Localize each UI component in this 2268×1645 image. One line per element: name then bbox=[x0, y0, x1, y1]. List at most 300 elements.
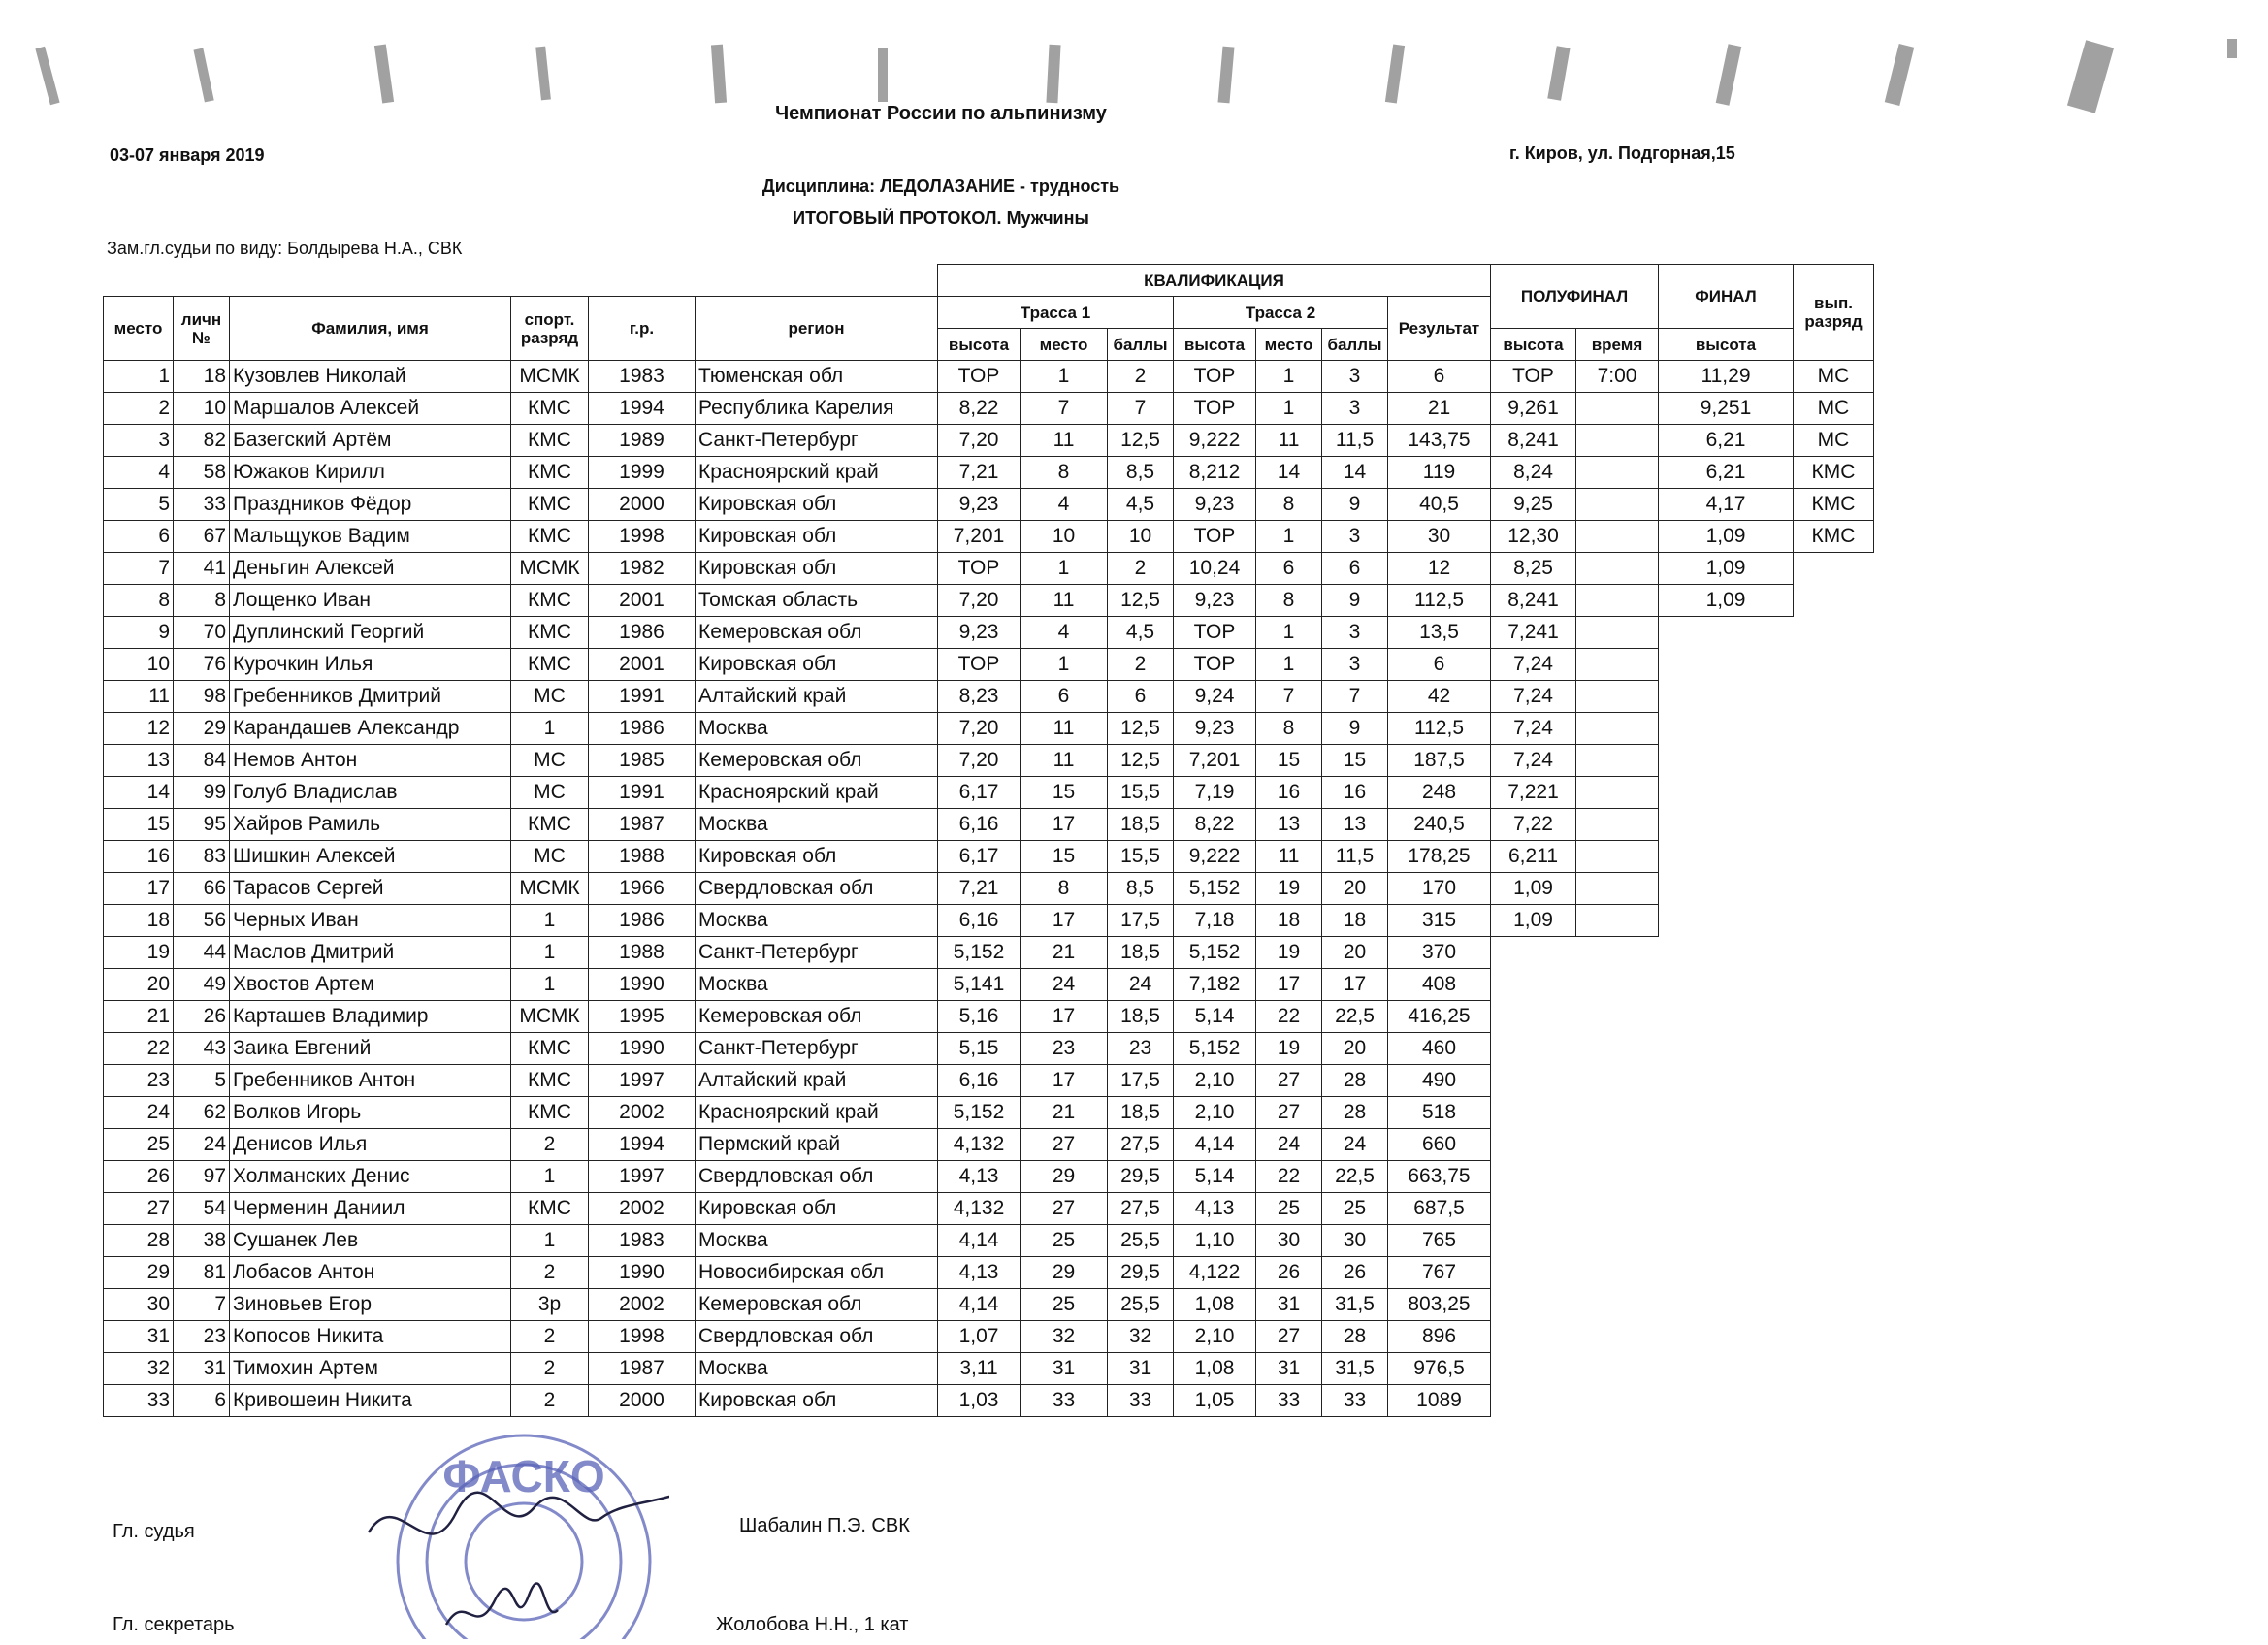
r2-height-cell: 2,10 bbox=[1174, 1321, 1256, 1353]
r1-points-cell: 29,5 bbox=[1108, 1257, 1174, 1289]
final-height-cell bbox=[1659, 873, 1794, 905]
r1-height-cell: 9,23 bbox=[938, 617, 1021, 649]
sf-height-cell: 1,09 bbox=[1491, 905, 1576, 937]
r2-points-cell: 9 bbox=[1322, 585, 1388, 617]
r1-place-cell: 25 bbox=[1021, 1225, 1108, 1257]
table-row bbox=[104, 1225, 1874, 1257]
bib-cell: 54 bbox=[174, 1193, 230, 1225]
r2-height-cell: 9,23 bbox=[1174, 489, 1256, 521]
name-cell: Черменин Даниил bbox=[230, 1193, 511, 1225]
year-header: г.р. bbox=[589, 297, 696, 361]
r1-place-cell: 29 bbox=[1021, 1161, 1108, 1193]
region-cell: Пермский край bbox=[696, 1129, 938, 1161]
rank-cell: КМС bbox=[511, 809, 589, 841]
table-row bbox=[104, 841, 1874, 873]
organization-stamp bbox=[359, 1426, 669, 1639]
bib-cell: 29 bbox=[174, 713, 230, 745]
r1-points-cell: 29,5 bbox=[1108, 1161, 1174, 1193]
place-cell: 18 bbox=[104, 905, 174, 937]
r2-place-cell: 19 bbox=[1256, 873, 1322, 905]
r1-points-cell: 18,5 bbox=[1108, 809, 1174, 841]
name-cell: Заика Евгений bbox=[230, 1033, 511, 1065]
rank-cell: 1 bbox=[511, 969, 589, 1001]
sf-height-cell: TOP bbox=[1491, 361, 1576, 393]
awarded-rank-cell bbox=[1794, 553, 1874, 585]
r1-place-cell: 1 bbox=[1021, 649, 1108, 681]
place-cell: 5 bbox=[104, 489, 174, 521]
r2-place-cell: 8 bbox=[1256, 489, 1322, 521]
chief-judge-label: Гл. судья bbox=[113, 1521, 195, 1542]
semifinal-header: ПОЛУФИНАЛ bbox=[1491, 265, 1659, 329]
sf-height-cell: 9,25 bbox=[1491, 489, 1576, 521]
awarded-rank-cell bbox=[1794, 1161, 1874, 1193]
r1-height-cell: 6,17 bbox=[938, 841, 1021, 873]
rank-cell: МСМК bbox=[511, 1001, 589, 1033]
awarded-rank-cell: КМС bbox=[1794, 457, 1874, 489]
awarded-rank-cell bbox=[1794, 969, 1874, 1001]
region-cell: Санкт-Петербург bbox=[696, 425, 938, 457]
r1-points-cell: 17,5 bbox=[1108, 1065, 1174, 1097]
sf-time-cell bbox=[1576, 873, 1659, 905]
r1-height-cell: 4,14 bbox=[938, 1289, 1021, 1321]
name-cell: Лощенко Иван bbox=[230, 585, 511, 617]
r1-height-cell: 6,17 bbox=[938, 777, 1021, 809]
region-cell: Республика Карелия bbox=[696, 393, 938, 425]
sf-height-cell: 8,25 bbox=[1491, 553, 1576, 585]
r1-place-cell: 11 bbox=[1021, 713, 1108, 745]
r1-height-cell: 7,20 bbox=[938, 713, 1021, 745]
region-cell: Тюменская обл bbox=[696, 361, 938, 393]
awarded-rank-cell bbox=[1794, 1385, 1874, 1417]
sf-time-cell bbox=[1576, 1225, 1659, 1257]
place-cell: 13 bbox=[104, 745, 174, 777]
table-row bbox=[104, 937, 1874, 969]
bib-cell: 83 bbox=[174, 841, 230, 873]
r1-place-cell: 15 bbox=[1021, 841, 1108, 873]
region-header: регион bbox=[696, 297, 938, 361]
table-row bbox=[104, 553, 1874, 585]
rank-cell: 1 bbox=[511, 713, 589, 745]
name-cell: Тимохин Артем bbox=[230, 1353, 511, 1385]
name-cell: Дуплинский Георгий bbox=[230, 617, 511, 649]
place-cell: 30 bbox=[104, 1289, 174, 1321]
r2-height-cell: TOP bbox=[1174, 361, 1256, 393]
table-row bbox=[104, 1001, 1874, 1033]
sf-time-cell bbox=[1576, 713, 1659, 745]
sf-time-header: время bbox=[1576, 329, 1659, 361]
chief-judge-name: Шабалин П.Э. СВК bbox=[739, 1515, 910, 1536]
awarded-rank-cell: КМС bbox=[1794, 489, 1874, 521]
place-cell: 16 bbox=[104, 841, 174, 873]
r1-points-cell: 27,5 bbox=[1108, 1193, 1174, 1225]
bib-cell: 81 bbox=[174, 1257, 230, 1289]
sf-time-cell bbox=[1576, 681, 1659, 713]
sf-time-cell bbox=[1576, 1065, 1659, 1097]
year-cell: 1985 bbox=[589, 745, 696, 777]
r2-height-header: высота bbox=[1174, 329, 1256, 361]
region-cell: Москва bbox=[696, 713, 938, 745]
r2-height-cell: 9,24 bbox=[1174, 681, 1256, 713]
awarded-rank-cell bbox=[1794, 873, 1874, 905]
name-cell: Деньгин Алексей bbox=[230, 553, 511, 585]
final-height-cell: 1,09 bbox=[1659, 521, 1794, 553]
place-header: место bbox=[104, 297, 174, 361]
sf-time-cell bbox=[1576, 457, 1659, 489]
awarded-rank-cell bbox=[1794, 1321, 1874, 1353]
r2-place-cell: 1 bbox=[1256, 393, 1322, 425]
final-height-cell bbox=[1659, 841, 1794, 873]
name-cell: Немов Антон bbox=[230, 745, 511, 777]
rank-cell: МСМК bbox=[511, 361, 589, 393]
name-cell: Холманских Денис bbox=[230, 1161, 511, 1193]
rank-cell: МСМК bbox=[511, 873, 589, 905]
year-cell: 1988 bbox=[589, 937, 696, 969]
r2-points-cell: 14 bbox=[1322, 457, 1388, 489]
rank-cell: КМС bbox=[511, 457, 589, 489]
r2-height-cell: 5,14 bbox=[1174, 1161, 1256, 1193]
place-cell: 33 bbox=[104, 1385, 174, 1417]
r2-height-cell: 8,212 bbox=[1174, 457, 1256, 489]
rank-header: спорт. разряд bbox=[511, 297, 589, 361]
year-cell: 1989 bbox=[589, 425, 696, 457]
name-cell: Хвостов Артем bbox=[230, 969, 511, 1001]
r2-height-cell: 4,122 bbox=[1174, 1257, 1256, 1289]
r1-place-cell: 21 bbox=[1021, 937, 1108, 969]
name-cell: Кузовлев Николай bbox=[230, 361, 511, 393]
year-cell: 1986 bbox=[589, 617, 696, 649]
r1-height-cell: 6,16 bbox=[938, 809, 1021, 841]
r2-height-cell: 8,22 bbox=[1174, 809, 1256, 841]
r2-place-cell: 26 bbox=[1256, 1257, 1322, 1289]
r2-place-cell: 16 bbox=[1256, 777, 1322, 809]
r1-height-cell: TOP bbox=[938, 361, 1021, 393]
r2-points-cell: 3 bbox=[1322, 361, 1388, 393]
r1-place-cell: 17 bbox=[1021, 905, 1108, 937]
final-height-cell bbox=[1659, 1097, 1794, 1129]
awarded-rank-cell bbox=[1794, 681, 1874, 713]
r1-height-cell: 5,15 bbox=[938, 1033, 1021, 1065]
r2-points-cell: 6 bbox=[1322, 553, 1388, 585]
table-row bbox=[104, 1129, 1874, 1161]
awarded-rank-cell bbox=[1794, 1353, 1874, 1385]
r2-height-cell: TOP bbox=[1174, 393, 1256, 425]
place-cell: 29 bbox=[104, 1257, 174, 1289]
result-cell: 408 bbox=[1388, 969, 1491, 1001]
sf-height-cell: 8,241 bbox=[1491, 585, 1576, 617]
place-cell: 25 bbox=[104, 1129, 174, 1161]
r1-place-cell: 29 bbox=[1021, 1257, 1108, 1289]
region-cell: Москва bbox=[696, 1353, 938, 1385]
r2-place-cell: 22 bbox=[1256, 1161, 1322, 1193]
r1-points-cell: 12,5 bbox=[1108, 425, 1174, 457]
place-cell: 14 bbox=[104, 777, 174, 809]
r1-points-cell: 18,5 bbox=[1108, 937, 1174, 969]
rank-cell: КМС bbox=[511, 649, 589, 681]
region-cell: Санкт-Петербург bbox=[696, 937, 938, 969]
final-height-cell bbox=[1659, 905, 1794, 937]
table-row bbox=[104, 1161, 1874, 1193]
r2-place-cell: 15 bbox=[1256, 745, 1322, 777]
r1-place-cell: 15 bbox=[1021, 777, 1108, 809]
year-cell: 1991 bbox=[589, 777, 696, 809]
rank-cell: КМС bbox=[511, 521, 589, 553]
r1-points-cell: 10 bbox=[1108, 521, 1174, 553]
sf-height-cell bbox=[1491, 1193, 1576, 1225]
final-height-cell bbox=[1659, 809, 1794, 841]
name-cell: Черных Иван bbox=[230, 905, 511, 937]
r2-place-cell: 19 bbox=[1256, 1033, 1322, 1065]
r2-points-cell: 26 bbox=[1322, 1257, 1388, 1289]
result-cell: 896 bbox=[1388, 1321, 1491, 1353]
region-cell: Кировская обл bbox=[696, 489, 938, 521]
rank-cell: МСМК bbox=[511, 553, 589, 585]
r2-points-cell: 20 bbox=[1322, 937, 1388, 969]
r2-height-cell: 5,152 bbox=[1174, 937, 1256, 969]
sf-time-cell bbox=[1576, 553, 1659, 585]
event-location: г. Киров, ул. Подгорная,15 bbox=[1509, 144, 1735, 163]
sf-time-cell: 7:00 bbox=[1576, 361, 1659, 393]
r2-height-cell: 4,14 bbox=[1174, 1129, 1256, 1161]
r1-points-cell: 17,5 bbox=[1108, 905, 1174, 937]
bib-cell: 56 bbox=[174, 905, 230, 937]
r2-height-cell: 5,152 bbox=[1174, 873, 1256, 905]
bib-cell: 76 bbox=[174, 649, 230, 681]
final-height-cell bbox=[1659, 745, 1794, 777]
region-cell: Кировская обл bbox=[696, 1385, 938, 1417]
r2-height-cell: 10,24 bbox=[1174, 553, 1256, 585]
year-cell: 2000 bbox=[589, 1385, 696, 1417]
r2-place-cell: 1 bbox=[1256, 521, 1322, 553]
rank-cell: 1 bbox=[511, 905, 589, 937]
r2-height-cell: 5,152 bbox=[1174, 1033, 1256, 1065]
r1-points-cell: 4,5 bbox=[1108, 489, 1174, 521]
r2-place-cell: 24 bbox=[1256, 1129, 1322, 1161]
r2-points-cell: 20 bbox=[1322, 1033, 1388, 1065]
result-cell: 490 bbox=[1388, 1065, 1491, 1097]
r2-place-cell: 17 bbox=[1256, 969, 1322, 1001]
year-cell: 1986 bbox=[589, 713, 696, 745]
results-table bbox=[103, 264, 1874, 1417]
place-cell: 24 bbox=[104, 1097, 174, 1129]
r1-height-cell: TOP bbox=[938, 553, 1021, 585]
final-height-cell bbox=[1659, 1065, 1794, 1097]
r2-points-cell: 15 bbox=[1322, 745, 1388, 777]
sf-height-cell bbox=[1491, 1321, 1576, 1353]
name-cell: Голуб Владислав bbox=[230, 777, 511, 809]
sf-time-cell bbox=[1576, 809, 1659, 841]
final-height-cell bbox=[1659, 1225, 1794, 1257]
r1-points-cell: 15,5 bbox=[1108, 777, 1174, 809]
r1-place-cell: 10 bbox=[1021, 521, 1108, 553]
result-cell: 6 bbox=[1388, 361, 1491, 393]
name-cell: Гребенников Антон bbox=[230, 1065, 511, 1097]
bib-cell: 62 bbox=[174, 1097, 230, 1129]
sf-time-cell bbox=[1576, 937, 1659, 969]
r1-points-cell: 24 bbox=[1108, 969, 1174, 1001]
place-cell: 20 bbox=[104, 969, 174, 1001]
r1-height-cell: 4,14 bbox=[938, 1225, 1021, 1257]
place-cell: 11 bbox=[104, 681, 174, 713]
r2-height-cell: 7,201 bbox=[1174, 745, 1256, 777]
r1-place-header: место bbox=[1021, 329, 1108, 361]
route2-header: Трасса 2 bbox=[1174, 297, 1388, 329]
protocol-title: ИТОГОВЫЙ ПРОТОКОЛ. Мужчины bbox=[793, 209, 1089, 228]
awarded-rank-cell bbox=[1794, 809, 1874, 841]
r2-height-cell: 9,222 bbox=[1174, 425, 1256, 457]
region-cell: Томская область bbox=[696, 585, 938, 617]
bib-cell: 58 bbox=[174, 457, 230, 489]
route1-header: Трасса 1 bbox=[938, 297, 1174, 329]
place-cell: 3 bbox=[104, 425, 174, 457]
awarded-rank-cell bbox=[1794, 745, 1874, 777]
awarded-rank-cell bbox=[1794, 1129, 1874, 1161]
bib-cell: 10 bbox=[174, 393, 230, 425]
rank-cell: КМС bbox=[511, 425, 589, 457]
r2-place-cell: 13 bbox=[1256, 809, 1322, 841]
sf-time-cell bbox=[1576, 1289, 1659, 1321]
region-cell: Кировская обл bbox=[696, 521, 938, 553]
header-row-1 bbox=[104, 265, 1874, 297]
name-cell: Гребенников Дмитрий bbox=[230, 681, 511, 713]
r1-place-cell: 11 bbox=[1021, 585, 1108, 617]
place-cell: 8 bbox=[104, 585, 174, 617]
r2-place-cell: 6 bbox=[1256, 553, 1322, 585]
awarded-rank-cell bbox=[1794, 585, 1874, 617]
result-cell: 178,25 bbox=[1388, 841, 1491, 873]
table-row bbox=[104, 745, 1874, 777]
awarded-rank-cell: МС bbox=[1794, 361, 1874, 393]
sf-time-cell bbox=[1576, 585, 1659, 617]
final-height-cell: 1,09 bbox=[1659, 553, 1794, 585]
r2-height-cell: TOP bbox=[1174, 521, 1256, 553]
r2-points-cell: 31,5 bbox=[1322, 1289, 1388, 1321]
year-cell: 1990 bbox=[589, 969, 696, 1001]
r1-place-cell: 24 bbox=[1021, 969, 1108, 1001]
sf-height-cell bbox=[1491, 1257, 1576, 1289]
sf-height-cell: 8,24 bbox=[1491, 457, 1576, 489]
table-row bbox=[104, 777, 1874, 809]
final-height-cell: 11,29 bbox=[1659, 361, 1794, 393]
r2-points-cell: 31,5 bbox=[1322, 1353, 1388, 1385]
r2-height-cell: 1,10 bbox=[1174, 1225, 1256, 1257]
region-cell: Санкт-Петербург bbox=[696, 1033, 938, 1065]
r1-height-cell: 7,20 bbox=[938, 425, 1021, 457]
final-height-cell bbox=[1659, 1385, 1794, 1417]
r1-height-cell: 9,23 bbox=[938, 489, 1021, 521]
name-cell: Хайров Рамиль bbox=[230, 809, 511, 841]
bib-cell: 70 bbox=[174, 617, 230, 649]
final-height-cell bbox=[1659, 937, 1794, 969]
r2-points-cell: 11,5 bbox=[1322, 841, 1388, 873]
bib-cell: 43 bbox=[174, 1033, 230, 1065]
table-row bbox=[104, 585, 1874, 617]
r1-place-cell: 8 bbox=[1021, 457, 1108, 489]
sf-time-cell bbox=[1576, 521, 1659, 553]
year-cell: 1991 bbox=[589, 681, 696, 713]
table-row bbox=[104, 905, 1874, 937]
r1-place-cell: 6 bbox=[1021, 681, 1108, 713]
region-cell: Москва bbox=[696, 809, 938, 841]
place-cell: 12 bbox=[104, 713, 174, 745]
result-cell: 518 bbox=[1388, 1097, 1491, 1129]
bib-cell: 49 bbox=[174, 969, 230, 1001]
r2-points-cell: 30 bbox=[1322, 1225, 1388, 1257]
awarded-rank-cell bbox=[1794, 1097, 1874, 1129]
year-cell: 1966 bbox=[589, 873, 696, 905]
name-header: Фамилия, имя bbox=[230, 297, 511, 361]
rank-cell: КМС bbox=[511, 1193, 589, 1225]
r2-place-header: место bbox=[1256, 329, 1322, 361]
table-row bbox=[104, 457, 1874, 489]
r2-points-cell: 11,5 bbox=[1322, 425, 1388, 457]
bib-cell: 5 bbox=[174, 1065, 230, 1097]
r1-height-cell: 8,22 bbox=[938, 393, 1021, 425]
r1-points-cell: 2 bbox=[1108, 553, 1174, 585]
r2-place-cell: 8 bbox=[1256, 585, 1322, 617]
table-row bbox=[104, 425, 1874, 457]
r1-height-cell: 6,16 bbox=[938, 1065, 1021, 1097]
result-cell: 112,5 bbox=[1388, 713, 1491, 745]
r2-place-cell: 19 bbox=[1256, 937, 1322, 969]
year-cell: 1987 bbox=[589, 1353, 696, 1385]
awarded-rank-cell bbox=[1794, 1033, 1874, 1065]
place-cell: 26 bbox=[104, 1161, 174, 1193]
r2-points-cell: 22,5 bbox=[1322, 1161, 1388, 1193]
bib-cell: 84 bbox=[174, 745, 230, 777]
final-height-cell bbox=[1659, 1289, 1794, 1321]
r2-height-cell: 9,222 bbox=[1174, 841, 1256, 873]
bib-cell: 33 bbox=[174, 489, 230, 521]
sf-height-cell: 7,221 bbox=[1491, 777, 1576, 809]
r2-points-cell: 3 bbox=[1322, 393, 1388, 425]
bib-cell: 6 bbox=[174, 1385, 230, 1417]
name-cell: Южаков Кирилл bbox=[230, 457, 511, 489]
name-cell: Маслов Дмитрий bbox=[230, 937, 511, 969]
region-cell: Кировская обл bbox=[696, 553, 938, 585]
awarded-rank-cell bbox=[1794, 617, 1874, 649]
region-cell: Москва bbox=[696, 1225, 938, 1257]
table-row bbox=[104, 617, 1874, 649]
r2-place-cell: 11 bbox=[1256, 425, 1322, 457]
sf-height-header: высота bbox=[1491, 329, 1576, 361]
r2-height-cell: 2,10 bbox=[1174, 1065, 1256, 1097]
final-height-cell: 6,21 bbox=[1659, 457, 1794, 489]
r2-points-cell: 17 bbox=[1322, 969, 1388, 1001]
region-cell: Кемеровская обл bbox=[696, 1289, 938, 1321]
r2-place-cell: 22 bbox=[1256, 1001, 1322, 1033]
bib-cell: 97 bbox=[174, 1161, 230, 1193]
result-cell: 30 bbox=[1388, 521, 1491, 553]
year-cell: 1998 bbox=[589, 1321, 696, 1353]
rank-cell: КМС bbox=[511, 1033, 589, 1065]
r1-place-cell: 23 bbox=[1021, 1033, 1108, 1065]
table-row bbox=[104, 1065, 1874, 1097]
r1-points-cell: 2 bbox=[1108, 361, 1174, 393]
bib-header: личн № bbox=[174, 297, 230, 361]
final-height-cell bbox=[1659, 681, 1794, 713]
year-cell: 1982 bbox=[589, 553, 696, 585]
sf-height-cell: 7,24 bbox=[1491, 681, 1576, 713]
r1-height-cell: 4,13 bbox=[938, 1161, 1021, 1193]
r1-place-cell: 31 bbox=[1021, 1353, 1108, 1385]
sf-height-cell: 7,24 bbox=[1491, 713, 1576, 745]
result-cell: 40,5 bbox=[1388, 489, 1491, 521]
bib-cell: 38 bbox=[174, 1225, 230, 1257]
bib-cell: 7 bbox=[174, 1289, 230, 1321]
bib-cell: 18 bbox=[174, 361, 230, 393]
discipline-title: Дисциплина: ЛЕДОЛАЗАНИЕ - трудность bbox=[761, 177, 1120, 196]
awarded-rank-cell bbox=[1794, 713, 1874, 745]
